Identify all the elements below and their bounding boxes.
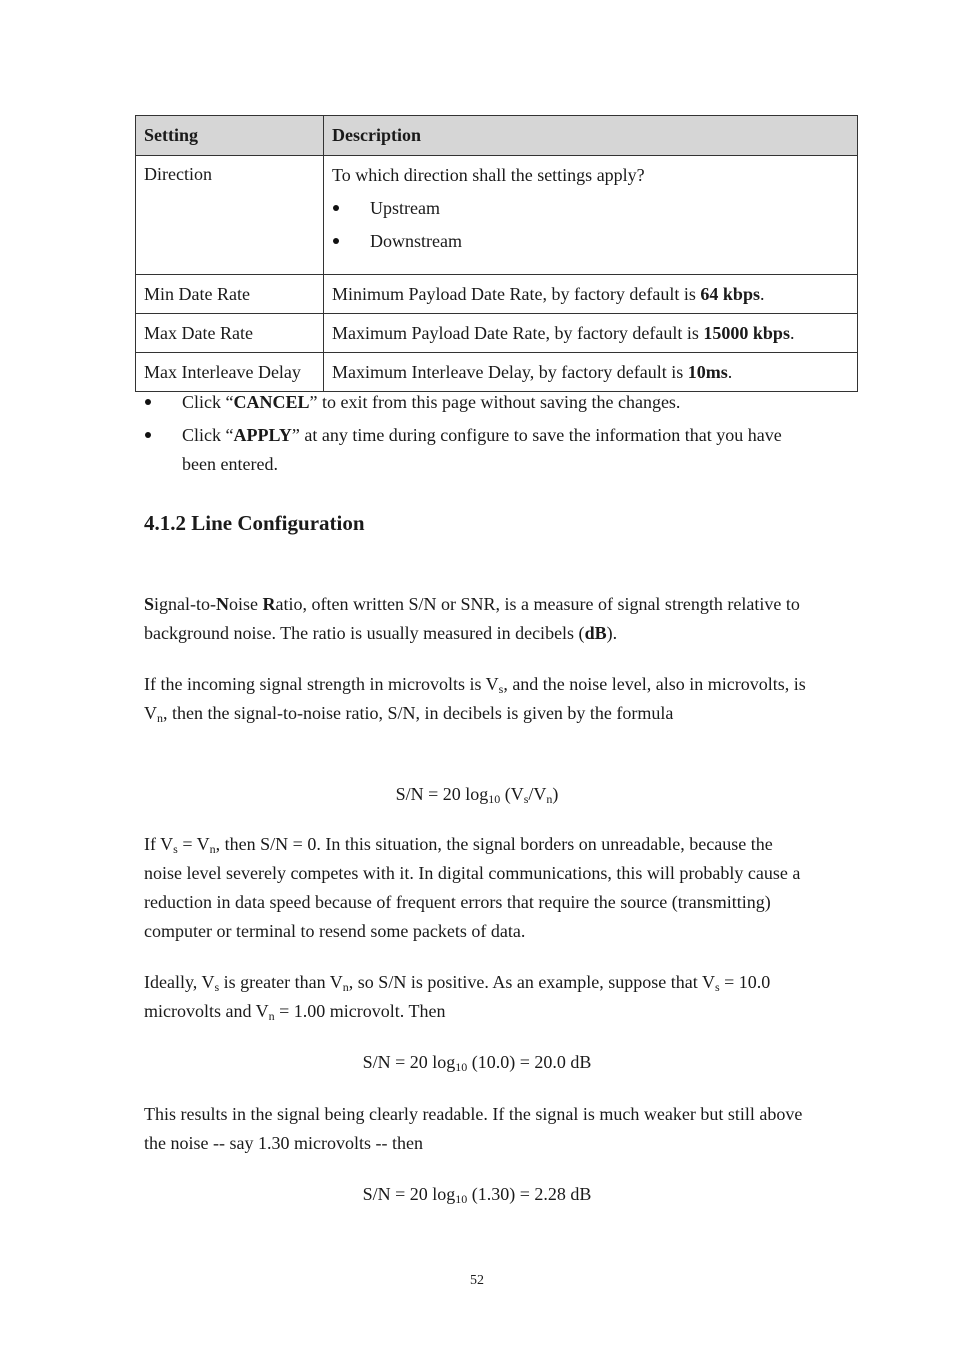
action-cancel: Click “CANCEL” to exit from this page without saving the changes. bbox=[144, 388, 804, 417]
direction-option-downstream: Downstream bbox=[332, 230, 849, 252]
description-min-rate: Minimum Payload Date Rate, by factory default is 64 kbps. bbox=[324, 275, 858, 314]
description-direction bbox=[324, 156, 858, 275]
setting-interleave: Max Interleave Delay bbox=[136, 353, 324, 392]
bullet-icon bbox=[145, 432, 151, 438]
table-row-direction bbox=[136, 156, 858, 275]
header-description: Description bbox=[324, 116, 858, 156]
table-row-min-rate bbox=[136, 275, 858, 314]
section-title: 4.1.2 Line Configuration bbox=[144, 511, 365, 535]
zero-snr-paragraph: If $V_s = V_n$, then S/N = 0. In this situation, the signal borders on unreadable, because the noise level severely competes with it. In digital communications, this will probably cause a reduction in data speed because of frequent errors that require the source (transmitting) computer or terminal to resend some packets of data. bbox=[144, 834, 801, 941]
table-header-row bbox=[136, 116, 858, 156]
direction-option-upstream: Upstream bbox=[332, 197, 849, 219]
setting-min-rate: Min Date Rate bbox=[136, 275, 324, 314]
formula-general: S/N = 20 $\log_{10} (V_s/V_n)$ bbox=[395, 784, 559, 806]
direction-question: To which direction shall the settings apply? bbox=[332, 165, 645, 185]
weaker-signal-paragraph: This results in the signal being clearly readable. If the signal is much weaker but still above the noise -- say 1.30 microvolts -- then bbox=[144, 1104, 803, 1153]
bullet-icon bbox=[145, 399, 151, 405]
table-row-interleave bbox=[136, 353, 858, 392]
signal-definition-paragraph: If the incoming signal strength in microvolts is $V_s$, and the noise level, also in microvolts, is $V_n$, then the signal-to-noise ratio, S/N, in decibels is given by the formula bbox=[144, 674, 806, 725]
formula-example-2: S/N = 20 $\log_{10} (1.30) = 2.28$ dB bbox=[362, 1184, 592, 1206]
description-max-rate: Maximum Payload Date Rate, by factory default is 15000 kbps. bbox=[324, 314, 858, 353]
bullet-icon bbox=[333, 205, 339, 211]
page-number: 52 bbox=[470, 1273, 484, 1288]
direction-options bbox=[332, 197, 849, 252]
table-row-max-rate bbox=[136, 314, 858, 353]
description-interleave: Maximum Interleave Delay, by factory default is 10ms. bbox=[324, 353, 858, 392]
formula-example-1: S/N = 20 $\log_{10} (10.0) = 20.0$ dB bbox=[362, 1052, 592, 1074]
action-list bbox=[144, 388, 804, 483]
action-apply: Click “APPLY” at any time during configure to save the information that you have been entered. bbox=[144, 421, 804, 479]
settings-table bbox=[135, 115, 858, 392]
setting-max-rate: Max Date Rate bbox=[136, 314, 324, 353]
example-paragraph: Ideally, $V_s$ is greater than $V_n$, so S/N is positive. As an example, suppose that $V_s = 10.0$ microvolts and $V_n = 1.00$ microvolt. Then bbox=[144, 972, 771, 1023]
bullet-icon bbox=[333, 238, 339, 244]
header-setting: Setting bbox=[136, 116, 324, 156]
snr-intro-paragraph: Signal-to-Noise Ratio, often written S/N or SNR, is a measure of signal strength relative to background noise. The ratio is usually measured in decibels (dB). bbox=[144, 594, 800, 643]
setting-direction: Direction bbox=[136, 156, 324, 275]
